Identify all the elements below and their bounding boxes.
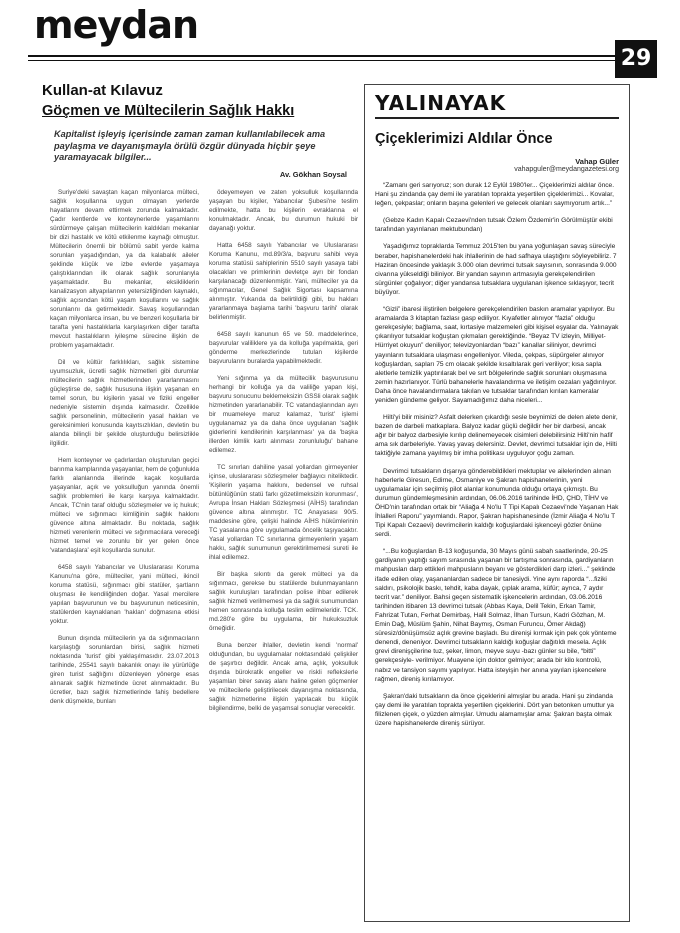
paragraph: Buna benzer ihlaller, devletin kendi 'normal' olduğundan, bu uygulamalar noktasındaki çelişkiler de şaşırtıcı değildir. Ancak ama, açlık, yoksulluk dışında bürokratik engeller ve riskli reflekslerle yaşamları birer savaş alanı haline gelen göçmenler ve mültecilerle geliştirilecek dayanışma noktasında, sağlık hizmetlerine ilişkin yapılacak bu küçük bilgilendirme, belki de yaşamsal sonuçlar verecektir. [209, 642, 358, 712]
left-article-body [50, 188, 358, 928]
page-header [0, 0, 680, 78]
left-article-title: Göçmen ve Mültecilerin Sağlık Hakkı [42, 103, 295, 119]
left-lede: Kapitalist işleyiş içerisinde zaman zaman kullanılabilecek ama paylaşma ve dayanışmayla örülü özgür dünyada hiçbir şeye yaramayacak bilgiler... [54, 129, 326, 162]
paragraph: “Gizli” ibaresi iliştirilen belgelere gerekçelendirilen baskın aramalar yapılıyor. Bu aramalarda 3 kitaptan fazlası gasp ediliyor. Kıyafetler alınıyor “fazla” olduğu gerekçesiyle; bağlama, saat, kırtasiye malzemeleri gibi kişisel eşyalar da. Yalınayak çıkarılıyor tutsaklar koğuştan çıkmaları gerektiğinde. “Beyaz TV izleyin, Milliyet-Hürriyet okuyun” deniliyor; televizyonlardan “bazı” kanallar siliniyor, devrimci yayınların tutsaklara ulaşması engelleniyor. Vileda, çekpas, süpürgeler alınıyor koğuşlardan, sapları 75 cm olacak şekilde kısaltılarak geri veriliyor; kısa sapla aletlerle temizlik yaptırılarak bel ve sırt bölgelerinde sağlık sorunları oluşmasına zemin hazırlanıyor. Türlü bahanelerle havalandırma ve iletişim cezaları yağdırılıyor. Daha önce havalandırmalara takılan ve tutsaklar tarafından kırılan kameralar yeniden gündeme geliyor. Sayamadığımız daha niceleri... [375, 306, 619, 404]
page-number: 29 [615, 40, 657, 78]
left-author: Av. Gökhan Soysal [279, 169, 347, 179]
paragraph: Hatta 6458 sayılı Yabancılar ve Uluslararası Koruma Kanunu, md.89/3/a, başvuru sahibi veya koruma statüsü sahiplerinin 5510 sayılı yasaya tabi olacakları ve primlerinin devletçe ayrı bir fondan karşılanacağı düzenlenmiştir. Yani, mülteciler ya da sığınmacılar, Genel Sağlık Sigortası kapsamına alınmıştır. Yukarıda da belirtildiği gibi, bu hakları yararlanmaya başlama tarihi 'başvuru tarihi' olarak belirlenmiştir. [209, 242, 358, 321]
newspaper-logo: meydan [34, 3, 199, 47]
paragraph: Yaşadığımız topraklarda Temmuz 2015'ten bu yana yoğunlaşan savaş süreciyle beraber, hapishanelerdeki hak ihlallerinin de had safhaya ulaştığını söyleyebiliriz. 7 Haziran öncesinde yaklaşık 3.000 olan devrimci tutsak sayısının, sonrasında 9.000 civarına yükseldiği biliniyor. Bir yandan sayının artmasıyla gerekçelendirilen sürgünler çoğalıyor; diğer yandansa tutsaklara uygulanan işkence sıklaşıyor, tecrit büyüyor. [375, 243, 617, 296]
paragraph: Bir başka sıkıntı da gerek mülteci ya da sığınmacı, gerekse bu statülerde bulunmayanların sağlık kuruluşları tarafından polise ihbar edilerek sağlık hizmeti verilmemesi ya da sağlık sunumundan hemen sonrasında kolluğa teslim edilmeleridir. TCK. md.280'e göre bu uygulama, bir hukuksuzluk örneğidir. [209, 571, 358, 632]
paragraph: (Gebze Kadın Kapalı Cezaevi'nden tutsak Özlem Özdemir'in Görülmüştür ekibi tarafından yayınlanan mektubundan) [375, 217, 613, 234]
header-rule [28, 55, 618, 57]
paragraph: TC sınırları dahiline yasal yollardan girmeyenler içinse, uluslararası sözleşmeler bağlayıcı niteliktedir. 'Kişilerin yaşama hakkını, bedensel ve ruhsal bütünlüğünün statü farkı gözetilmeksizin korunması', Avrupa İnsan Hakları Sözleşmesi (AİHS) tarafından güvence altına alınmıştır. TC Anayasası 90/5. maddesine göre, çelişki halinde AİHS hükümlerinin TC yasalarına göre uygulamada öncelik taşıyacaktır. Yasal yollardan TC sınırlarına girmeyenlerin yaşam hakkı, sağlık sunumunun gerektirilmemesi sureti ile ihlal edilemez. [209, 464, 358, 561]
left-column-2 [209, 188, 358, 928]
header-rule-thin [28, 60, 618, 61]
paragraph: Hem konteyner ve çadırlardan oluşturulan geçici barınma kamplarında yaşayanlar, hem de çoğunlukla farklı alanlarında illerinde kaçak koşullarda yaşayanlar, açık ve yoksulluğun yanında önemli sağlık problemleri ile karşı karşıya kalmaktadır. Ancak, TC'nin taraf olduğu sözleşmeler ve iç hukuk; mülteci ve sığınmacı kimliğinin sağlık hakkını güvence altına almaktadır. Bu noktada, sağlık hizmeti verenlerin mülteci ve sığınmacılara vereceği hizmet temel ve zorunlu bir yer gelen önce 'vatandaşlara' eşit koşullarda sunulur. [50, 457, 199, 554]
paragraph: Yeni sığınma ya da mültecilik başvurusunu herhangi bir kolluğa ya da valiliğe yapan kişi, başvuru sonucunu beklemeksizin GSSli olarak sağlık hizmetinden yararlanabilir. TC vatandaşlarından ayrı bir muameleye maruz kalamaz, 'turist' işlemi uygulanamaz ya da daha önce uygulanan 'sağlık giderlerini kendilerinin karşılanması' ya da 'başka illerden kimlik kartı alınması zorunluluğu' bahane edilemez. [209, 375, 358, 454]
paragraph: 6458 sayılı Yabancılar ve Uluslararası Koruma Kanunu'na göre, mülteciler, yani mülteci, ikincil koruma statüsü, sığınmacı gibi statüler, şartların oluşması ile kendiliğinden doğar. Yasal mercilere yapılan başvurunun ve bu başvurunun neticesinin, statülerden kaynaklanan 'hakları' doğmasına etkisi yoktur. [50, 564, 199, 625]
paragraph: Dil ve kültür farklılıkları, sağlık sistemine uyumsuzluk, ücretli sağlık hizmetleri gibi durumlar mültecilerin sağlık hizmetlerinden yararlanmasını güçleştirse de, sağlık hususuna ilişkin yaşanan en temel sorun, bu kişilerin yasal ve fiziki engeller nedeniyle sistemin dışında kalmasıdır. Özellikle sağlık personelinin, mültecilerin yasal hakları ve gereksinimleri konusunda kayıtsızlıkları, devletin bu alanda bilinçli bir şekilde oluşturduğu belirsizlikle ilgilidir. [50, 359, 199, 447]
paragraph: Hilti'yi bilir misiniz? Asfalt delerken çıkardığı sesle beynimizi de delen alete denir, bazen de darbeli matkaplara. Balyoz kadar güçlü değildir her bir darbesi, ancak ağır bir balyoz darbesiyle kırılıp delinemeyecek cisimleri delebilirsiniz Hilti'nin hafif ama sık darbeleriyle. Yavaş yavaş delersiniz. Devlet, devrimci tutsaklar için de, Hilti taktiğiyle zamana yayılmış bir imha politikası uyguluyor çoğu zaman. [375, 414, 618, 458]
left-article [28, 82, 361, 179]
paragraph: Şakran'daki tutsakların da önce çiçeklerini almışlar bu arada. Hani şu zindanda çay demi ile yaratılan toprakta yeşertilen çiçeklerini. Dört yan betonken umuttur ya filizlenen çiçek, o yüzden almışlar. Umudu alamamışlar ama: Şakran başta olmak üzere hapishanelerde direniş sürüyor. [375, 692, 614, 727]
right-article-box [364, 84, 630, 922]
paragraph: Suriye'deki savaştan kaçan milyonlarca mülteci, sağlık koşullarına uygun olmayan yerlerde hayatlarını devam ettirmek zorunda kalmaktadır. Çadır kentlerde ve konteynerlerde yaşamlarını sürdürmeye çalışan mültecilerin kaldıkları mekanlar bir dizi hastalık ve kötü etkilenme kaynağı olmuştur. Mültecilerin önemli bir bölümü sabit yerde kalma sorunları yaşadığından, ya da kalabalık aileler şeklinde küçük ve izbe evlerde yaşamaya çalıştıklarından ilk olarak sağlık sorunlarıyla yaşamaktadır. Bu mekanlar, eksikliklerin kanalizasyon altyapılarının yetersizliğinden kaynaklı, sağlık açısından kötü yaşam koşullarını ve sağlık sorunlarını da getirmektedir. Savaş koşullarından kaçan milyonlarca insan, bu ve benzeri koşullarla bir tarafta yeni hastalıklarla karşılaşırken diğer tarafta mevcut hastalıkların iyileşme sürecine ilişkin de problem yaşamaktadır. [50, 189, 199, 349]
paragraph: “Zamanı geri sarıyoruz; son durak 12 Eylül 1980'ler... Çiçeklerimizi aldılar önce. Hani şu zindanda çay demi ile yaratılan toprakta yeşertilen çiçeklerimizi... Kovalar, leğen, çekpaslar; onların başına gelenleri ve gelecek olanları saymıyorum artık...” [375, 182, 615, 208]
left-column-1 [50, 188, 199, 928]
paragraph: ödeyemeyen ve zaten yoksulluk koşullarında yaşayan bu kişiler, Yabancılar Şubesi'ne teslim edilmekte, hatta bu kişilerin evraklarına el konulmaktadır. Ancak, bu durumun hukuki bir dayanağı yoktur. [209, 189, 358, 232]
right-article-title: Çiçeklerimizi Aldılar Önce [375, 131, 553, 147]
right-article-body [375, 181, 619, 728]
paragraph: “...Bu koğuşlardan B-13 koğuşunda, 30 Mayıs günü sabah saatlerinde, 20-25 gardiyanın yaptığı sayım sırasında yaşanan bir tartışma sonrasında, gardiyanların mahpusları darp ettikleri mahpusların beyanı ve gösterdikleri darp izleri...” şeklinde ifade edilen olay, yaşananlardan sadece bir tanesiydi. Yine aynı raporda “...fiziki saldırı, psikolojik baskı, tehdit, kaba dayak, çıplak arama, küfür; ayrıca, 7 aydır tecrit var.” deniliyor. Bahsi geçen sistematik işkencelerin ardından, 03.06.2016 tarihinden itibaren 13 devrimci tutsak (Abbas Kaya, Delil Tekin, Erkan Tamir, Fahrizat Tutan, Ferhat Demirbaş, Halil Solmaz, İlhan Tursun, Kadri Gözhan, M. Emin Dağ, Müslüm Şahin, Nihat Baymış, Osman Furuncu, Ömer Akdağ) süresiz/dönüşümsüz açlık grevine başladı. Bu direnişi kırmak için pek çok yönteme denendi, deneniyor. Devrimci tutsakların kaldığı koğuşlar dağıtıldı mesela. Açlık grevi direnişçilerine tuz, şeker, limon, meyve suyu -bazı günler su bile, “bitti” gerekçesiyle- verilmiyor. Muayene için doktor gelmiyor; arada bir kilo kontrolü, nabız ve tansiyon sayımı yapılıyor. Hatta isteyişin her anına yayılan işkencelere rağmen, direniş kırılamıyor. [375, 548, 617, 683]
author-email: vahapguler@meydangazetesi.org [514, 166, 619, 173]
column-kicker: YALINAYAK [375, 91, 619, 119]
paragraph: Bunun dışında mültecilerin ya da sığınmacıların karşılaştığı sorunlardan birisi, sağlık hizmeti noktasında 'turist' gibi yaklaşılmasıdır. 23.07.2013 tarihinde, 25541 sayılı bakanlık onayı ile yürürlüğe giren turist sağlığını düzenleyen yönerge esas alınarak sağlık hizmetinde ücret alınmaktadır. Bu ücretler, bazı sağlık hizmetlerinde fahiş bedellere denk düşmekte, bunları [50, 635, 199, 705]
left-kicker: Kullan-at Kılavuz [42, 82, 163, 99]
paragraph: 6458 sayılı kanunun 65 ve 59. maddelerince, başvurular valiliklere ya da kolluğa yapılmakta, geri gönderme merkezlerinde tutulan kişilerde başvurularını buralarda yapabilmektedir. [209, 331, 358, 365]
right-author: Vahap Güler [575, 157, 619, 166]
paragraph: Devrimci tutsakların dışarıya gönderebildikleri mektuplar ve ailelerinden alınan haberlerle Giresun, Edirne, Osmaniye ve Şakran hapishanelerinin, yeni uygulamalar için seçilmiş pilot alanlar konumunda olduğu ortaya çıkmıştı. Bu durumun gündemleşmesinin ardından, 06.06.2016 tarihinde İHD, ÇHD, TİHV ve ÖHD'nin tarafından ortak bir “Aliağa 4 No'lu T Tipi Kapalı Cezaevi'nde Yaşanan Hak İhlalleri Raporu” yayımlandı. Rapor, Şakran hapishanesinde (İzmir Aliağa 4 No'lu T Tipi Kapalı Cezaevi) devrimcilerin kaldığı koğuşlardaki işkenceyi gözler önüne serdi. [375, 467, 619, 539]
